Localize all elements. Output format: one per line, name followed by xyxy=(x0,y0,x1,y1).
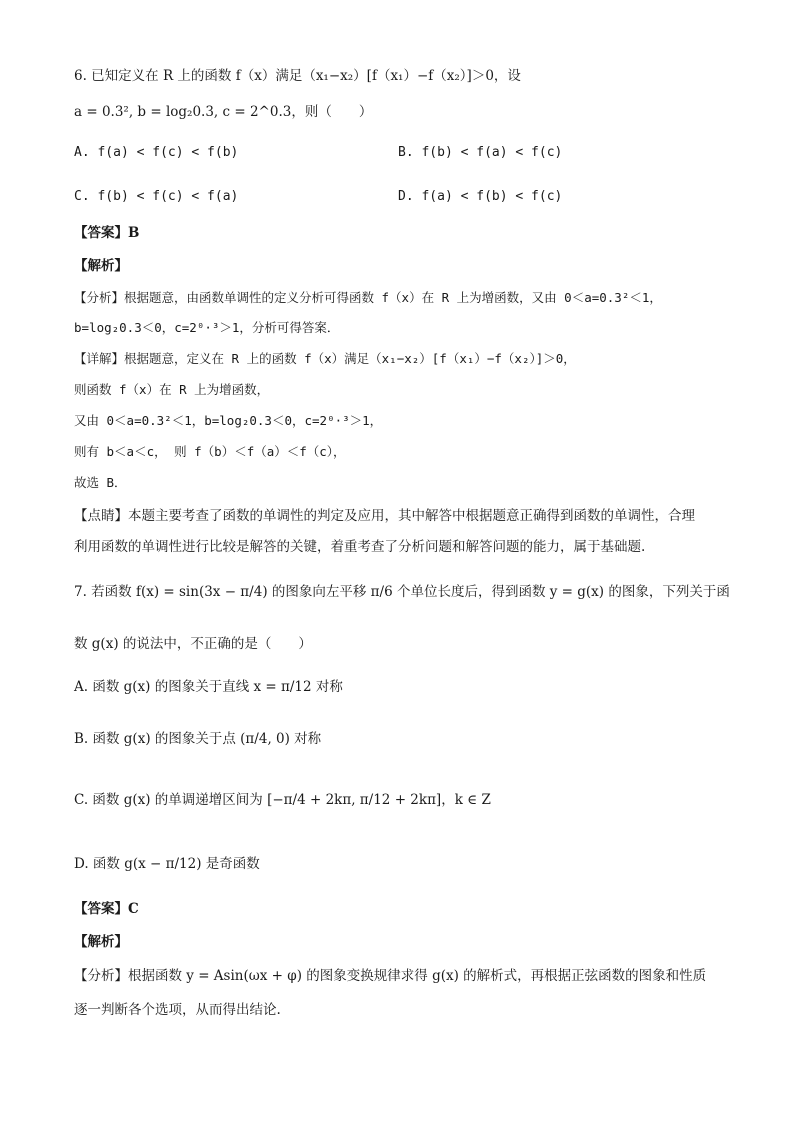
q6-xiangjie-line5: 故选 B． xyxy=(74,475,127,490)
q6-dianjing-line2: 利用函数的单调性进行比较是解答的关键，着重考查了分析问题和解答问题的能力，属于基础题. xyxy=(74,539,646,555)
q7-analysis-title: 【解析】 xyxy=(74,934,128,950)
q7-option-c: C. 函数 g(x) 的单调递增区间为 [−π/4 + 2kπ, π/12 + 2kπ]，k ∈ Z xyxy=(74,792,491,808)
q6-option-b: B. f(b) < f(a) < f(c) xyxy=(398,145,563,160)
q7-fenxi-line1: 【分析】根据函数 y = Asin(ωx + φ) 的图象变换规律求得 g(x) 的解析式，再根据正弦函数的图象和性质 xyxy=(74,968,707,984)
q6-stem-line1: 6. 已知定义在 R 上的函数 f（x）满足（x₁−x₂）[f（x₁）−f（x₂）]＞0，设 xyxy=(74,68,521,84)
q7-answer: 【答案】C xyxy=(74,901,139,917)
q7-fenxi-line2: 逐一判断各个选项，从而得出结论. xyxy=(74,1002,281,1018)
q7-option-d: D. 函数 g(x − π/12) 是奇函数 xyxy=(74,856,260,872)
q6-fenxi-line2: b=log₂0.3＜0，c=2⁰·³＞1，分析可得答案． xyxy=(74,320,340,335)
q6-fenxi-line1: 【分析】根据题意，由函数单调性的定义分析可得函数 f（x）在 R 上为增函数，又由 0＜a=0.3²＜1， xyxy=(74,290,662,305)
q6-analysis-title: 【解析】 xyxy=(74,258,128,274)
q6-dianjing-line1: 【点睛】本题主要考查了函数的单调性的判定及应用，其中解答中根据题意正确得到函数的单调性，合理 xyxy=(74,508,695,524)
q6-stem-line2: a = 0.3², b = log₂0.3, c = 2^0.3，则（ ） xyxy=(74,104,373,120)
q6-option-c: C. f(b) < f(c) < f(a) xyxy=(74,189,239,204)
q6-option-d: D. f(a) < f(b) < f(c) xyxy=(398,189,563,204)
q7-option-b: B. 函数 g(x) 的图象关于点 (π/4, 0) 对称 xyxy=(74,731,322,747)
q7-option-a: A. 函数 g(x) 的图象关于直线 x = π/12 对称 xyxy=(74,679,343,695)
q6-xiangjie-line1: 【详解】根据题意，定义在 R 上的函数 f（x）满足（x₁−x₂）[f（x₁）−f（x₂）]＞0， xyxy=(74,351,576,366)
q6-answer: 【答案】B xyxy=(74,225,140,241)
q6-xiangjie-line2: 则函数 f（x）在 R 上为增函数， xyxy=(74,382,270,397)
q6-option-a: A. f(a) < f(c) < f(b) xyxy=(74,145,239,160)
q7-stem-line1: 7. 若函数 f(x) = sin(3x − π/4) 的图象向左平移 π/6 个单位长度后，得到函数 y = g(x) 的图象，下列关于函 xyxy=(74,584,730,600)
q6-xiangjie-line4: 则有 b＜a＜c， 则 f（b）＜f（a）＜f（c）， xyxy=(74,444,346,459)
q7-stem-line2: 数 g(x) 的说法中，不正确的是（ ） xyxy=(74,636,312,652)
q6-xiangjie-line3: 又由 0＜a=0.3²＜1，b=log₂0.3＜0，c=2⁰·³＞1， xyxy=(74,413,383,428)
